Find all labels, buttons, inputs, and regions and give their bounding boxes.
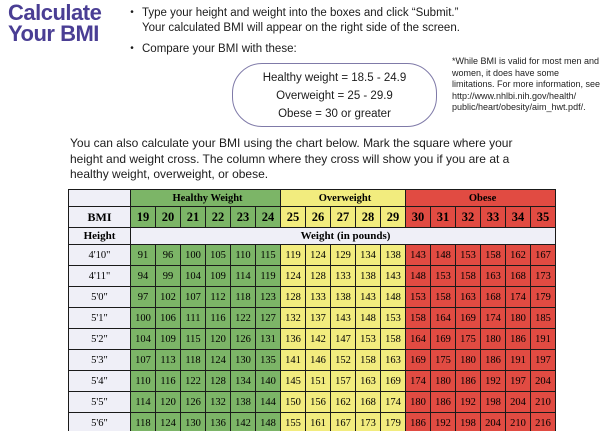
weight-cell: 110 (131, 371, 156, 392)
weight-cell: 180 (506, 308, 531, 329)
weight-cell: 138 (231, 392, 256, 413)
weight-cell: 158 (431, 287, 456, 308)
weight-cell: 169 (456, 308, 481, 329)
weight-cell: 191 (531, 329, 556, 350)
overweight-range: Overweight = 25 - 29.9 (276, 90, 393, 102)
weight-cell: 164 (431, 308, 456, 329)
weight-cell: 143 (356, 287, 381, 308)
height-cell: 4'10" (69, 245, 131, 266)
weight-cell: 210 (531, 392, 556, 413)
weight-cell: 100 (131, 308, 156, 329)
weight-cell: 147 (331, 329, 356, 350)
table-row (69, 413, 556, 431)
weight-cell: 134 (356, 245, 381, 266)
weight-cell: 167 (331, 413, 356, 431)
weight-cell: 163 (356, 371, 381, 392)
weight-cell: 174 (506, 287, 531, 308)
table-row (69, 350, 556, 371)
weight-cell: 135 (256, 350, 281, 371)
category-header-green: Healthy Weight (131, 190, 281, 207)
bmi-value-header: 19 (131, 207, 156, 228)
weight-cell: 162 (331, 392, 356, 413)
weight-cell: 198 (481, 392, 506, 413)
weight-cell: 153 (381, 308, 406, 329)
bmi-value-header: 22 (206, 207, 231, 228)
table-row (69, 308, 556, 329)
weight-cell: 186 (456, 371, 481, 392)
bmi-chart-table (68, 189, 556, 431)
weight-cell: 122 (231, 308, 256, 329)
height-cell: 4'11" (69, 266, 131, 287)
weight-cell: 169 (406, 350, 431, 371)
weight-cell: 104 (131, 329, 156, 350)
height-cell: 5'1" (69, 308, 131, 329)
weight-cell: 144 (256, 392, 281, 413)
weight-cell: 132 (281, 308, 306, 329)
bmi-value-header: 25 (281, 207, 306, 228)
weight-cell: 111 (181, 308, 206, 329)
weight-cell: 179 (531, 287, 556, 308)
bmi-values-row (69, 207, 556, 228)
weight-cell: 175 (431, 350, 456, 371)
weight-cell: 138 (381, 245, 406, 266)
weight-cell: 148 (381, 287, 406, 308)
weight-cell: 137 (306, 308, 331, 329)
weight-cell: 112 (206, 287, 231, 308)
weight-cell: 116 (206, 308, 231, 329)
table-row (69, 392, 556, 413)
weight-cell: 130 (181, 413, 206, 431)
height-cell: 5'4" (69, 371, 131, 392)
weight-cell: 142 (231, 413, 256, 431)
weight-cell: 126 (181, 392, 206, 413)
weight-cell: 124 (281, 266, 306, 287)
weight-cell: 167 (531, 245, 556, 266)
weight-cell: 153 (456, 245, 481, 266)
weight-cell: 136 (206, 413, 231, 431)
weight-cell: 158 (381, 329, 406, 350)
weight-cell: 168 (506, 266, 531, 287)
weight-cell: 110 (231, 245, 256, 266)
weight-cell: 180 (481, 329, 506, 350)
weight-cell: 155 (281, 413, 306, 431)
height-weight-header-row (69, 228, 556, 245)
weight-cell: 175 (456, 329, 481, 350)
weight-cell: 138 (331, 287, 356, 308)
weight-cell: 174 (381, 392, 406, 413)
weight-cell: 143 (331, 308, 356, 329)
weight-cell: 150 (281, 392, 306, 413)
bmi-value-header: 32 (456, 207, 481, 228)
weight-cell: 153 (431, 266, 456, 287)
bmi-value-header: 31 (431, 207, 456, 228)
weight-cell: 142 (306, 329, 331, 350)
weight-cell: 148 (256, 413, 281, 431)
weight-cell: 109 (206, 266, 231, 287)
weight-cell: 118 (231, 287, 256, 308)
table-row (69, 266, 556, 287)
height-cell: 5'5" (69, 392, 131, 413)
weight-cell: 174 (406, 371, 431, 392)
weight-cell: 131 (256, 329, 281, 350)
weight-cell: 130 (231, 350, 256, 371)
weight-cell: 169 (431, 329, 456, 350)
healthy-weight-range: Healthy weight = 18.5 - 24.9 (262, 72, 407, 84)
page-title-line1: Calculate (8, 0, 102, 25)
weight-cell: 204 (531, 371, 556, 392)
chart-intro-paragraph: You can also calculate your BMI using the chart below. Mark the square where your height and weight cross. The column where they cross will show you if you are at a healthy weight, overweight, or obese. (70, 136, 513, 181)
weight-cell: 107 (131, 350, 156, 371)
weight-cell: 123 (256, 287, 281, 308)
weight-cell: 99 (156, 266, 181, 287)
weight-cell: 136 (281, 329, 306, 350)
weight-cell: 204 (506, 392, 531, 413)
weight-cell: 191 (506, 350, 531, 371)
weight-cell: 179 (381, 413, 406, 431)
weight-cell: 180 (406, 392, 431, 413)
weight-cell: 96 (156, 245, 181, 266)
category-header-row (69, 190, 556, 207)
weight-cell: 168 (356, 392, 381, 413)
weight-cell: 158 (456, 266, 481, 287)
weight-cell: 107 (181, 287, 206, 308)
instruction-item-1 (122, 6, 460, 35)
bmi-value-header: 27 (331, 207, 356, 228)
instruction-text-2: Compare your BMI with these: (142, 43, 297, 55)
weight-cell: 133 (306, 287, 331, 308)
weight-cell: 164 (406, 329, 431, 350)
weight-cell: 210 (506, 413, 531, 431)
weight-cell: 145 (281, 371, 306, 392)
category-header-red: Obese (406, 190, 556, 207)
weight-cell: 102 (156, 287, 181, 308)
weight-cell: 173 (356, 413, 381, 431)
bmi-value-header: 28 (356, 207, 381, 228)
weight-cell: 156 (306, 392, 331, 413)
weight-cell: 126 (231, 329, 256, 350)
weight-cell: 100 (181, 245, 206, 266)
weight-cell: 153 (406, 287, 431, 308)
weight-cell: 192 (456, 392, 481, 413)
weight-cell: 169 (381, 371, 406, 392)
page-title-line2: Your BMI (8, 21, 99, 46)
weight-cell: 216 (531, 413, 556, 431)
weight-cell: 115 (181, 329, 206, 350)
weight-cell: 97 (131, 287, 156, 308)
weight-cell: 186 (406, 413, 431, 431)
weight-cell: 180 (456, 350, 481, 371)
weight-cell: 186 (481, 350, 506, 371)
height-header-label: Height (69, 228, 131, 245)
weight-cell: 94 (131, 266, 156, 287)
weight-cell: 122 (181, 371, 206, 392)
weight-cell: 115 (256, 245, 281, 266)
weight-cell: 204 (481, 413, 506, 431)
weight-cell: 148 (431, 245, 456, 266)
table-row (69, 287, 556, 308)
weight-cell: 148 (406, 266, 431, 287)
weight-cell: 162 (506, 245, 531, 266)
weight-cell: 186 (431, 392, 456, 413)
weight-cell: 143 (406, 245, 431, 266)
weight-cell: 118 (181, 350, 206, 371)
weight-cell: 192 (481, 371, 506, 392)
table-row (69, 245, 556, 266)
weight-cell: 173 (531, 266, 556, 287)
corner-cell (69, 190, 131, 207)
weight-cell: 185 (531, 308, 556, 329)
weight-cell: 116 (156, 371, 181, 392)
height-cell: 5'3" (69, 350, 131, 371)
weight-cell: 158 (356, 350, 381, 371)
weight-cell: 140 (256, 371, 281, 392)
weight-cell: 128 (306, 266, 331, 287)
weight-cell: 158 (481, 245, 506, 266)
bmi-ranges-box (232, 63, 437, 127)
weight-cell: 114 (231, 266, 256, 287)
weight-cell: 180 (431, 371, 456, 392)
table-row (69, 329, 556, 350)
weight-cell: 192 (431, 413, 456, 431)
weight-cell: 163 (481, 266, 506, 287)
bmi-value-header: 29 (381, 207, 406, 228)
obese-range: Obese = 30 or greater (278, 108, 391, 120)
weight-cell: 113 (156, 350, 181, 371)
instructions-list (122, 6, 460, 64)
weight-cell: 138 (356, 266, 381, 287)
weight-cell: 134 (231, 371, 256, 392)
bmi-value-header: 35 (531, 207, 556, 228)
weight-cell: 120 (156, 392, 181, 413)
limitations-footnote: *While BMI is valid for most men and women, it does have some limitations. For more information, see http://www.nhlbi.nih.gov/health/ public/heart/obesity/aim_hwt.pdf/. (452, 56, 600, 112)
bmi-value-header: 24 (256, 207, 281, 228)
weight-cell: 128 (206, 371, 231, 392)
bullet-icon: • (130, 43, 134, 54)
weight-cell: 143 (381, 266, 406, 287)
bmi-value-header: 26 (306, 207, 331, 228)
weight-cell: 152 (331, 350, 356, 371)
bmi-value-header: 20 (156, 207, 181, 228)
weight-cell: 124 (306, 245, 331, 266)
bmi-value-header: 33 (481, 207, 506, 228)
weight-cell: 104 (181, 266, 206, 287)
weight-cell: 157 (331, 371, 356, 392)
category-header-yellow: Overweight (281, 190, 406, 207)
weight-cell: 197 (506, 371, 531, 392)
height-cell: 5'0" (69, 287, 131, 308)
weight-cell: 133 (331, 266, 356, 287)
weight-cell: 106 (156, 308, 181, 329)
weight-cell: 141 (281, 350, 306, 371)
weight-cell: 118 (131, 413, 156, 431)
weight-cell: 124 (206, 350, 231, 371)
weight-cell: 197 (531, 350, 556, 371)
weight-cell: 168 (481, 287, 506, 308)
weight-cell: 120 (206, 329, 231, 350)
weight-cell: 124 (156, 413, 181, 431)
weight-cell: 186 (506, 329, 531, 350)
weight-cell: 161 (306, 413, 331, 431)
weight-cell: 163 (381, 350, 406, 371)
weight-cell: 158 (406, 308, 431, 329)
weight-cell: 153 (356, 329, 381, 350)
weight-cell: 91 (131, 245, 156, 266)
weight-cell: 119 (256, 266, 281, 287)
weight-cell: 148 (356, 308, 381, 329)
table-row (69, 371, 556, 392)
weight-cell: 129 (331, 245, 356, 266)
weight-cell: 105 (206, 245, 231, 266)
bmi-value-header: 23 (231, 207, 256, 228)
weight-cell: 174 (481, 308, 506, 329)
weight-cell: 132 (206, 392, 231, 413)
weight-cell: 146 (306, 350, 331, 371)
bullet-icon: • (130, 7, 134, 18)
weight-cell: 114 (131, 392, 156, 413)
weight-header-label: Weight (in pounds) (131, 228, 556, 245)
bmi-value-header: 21 (181, 207, 206, 228)
page-title (8, 2, 101, 44)
weight-cell: 109 (156, 329, 181, 350)
bmi-value-header: 30 (406, 207, 431, 228)
weight-cell: 151 (306, 371, 331, 392)
height-cell: 5'6" (69, 413, 131, 431)
bmi-header-label: BMI (69, 207, 131, 228)
weight-cell: 163 (456, 287, 481, 308)
weight-cell: 128 (281, 287, 306, 308)
weight-cell: 127 (256, 308, 281, 329)
weight-cell: 119 (281, 245, 306, 266)
height-cell: 5'2" (69, 329, 131, 350)
instruction-text-1: Type your height and weight into the boxes and click “Submit.” Your calculated BMI will appear on the right side of the screen. (142, 7, 460, 34)
bmi-value-header: 34 (506, 207, 531, 228)
weight-cell: 198 (456, 413, 481, 431)
instruction-item-2 (122, 42, 460, 57)
